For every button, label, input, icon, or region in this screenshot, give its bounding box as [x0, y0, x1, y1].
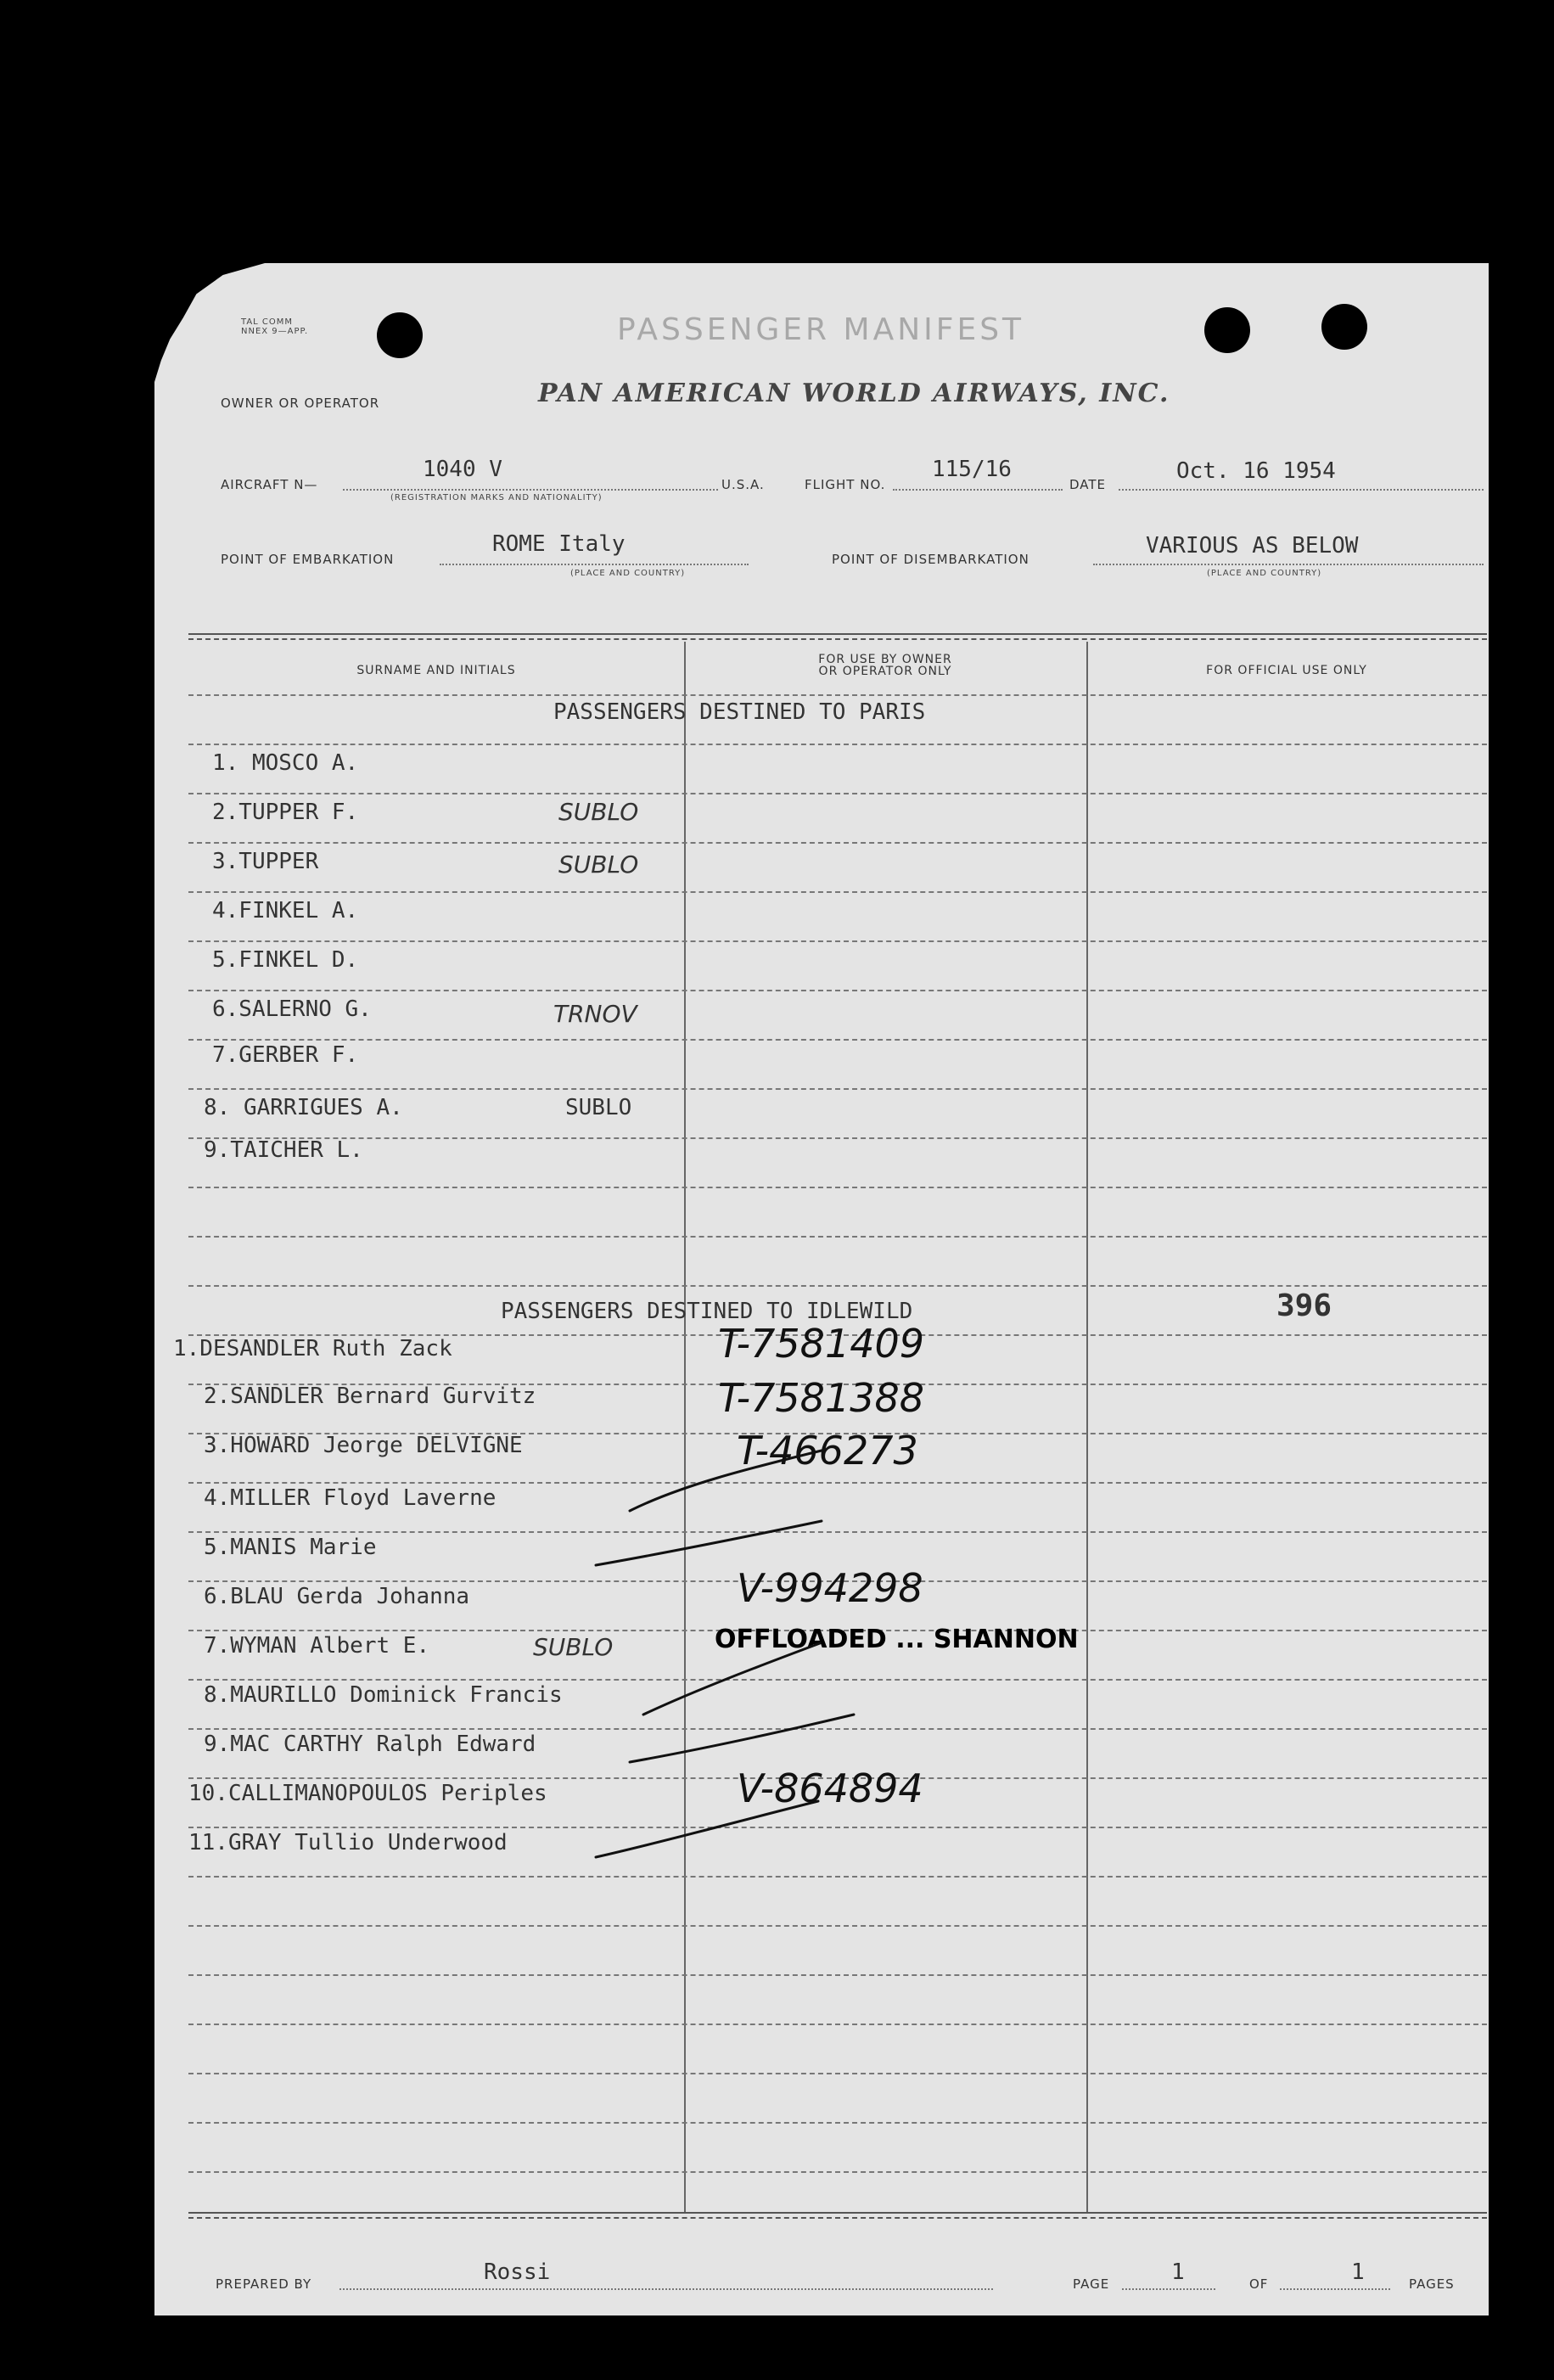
manifest-sheet — [154, 263, 1489, 2315]
form-title: PASSENGER MANIFEST — [617, 312, 1025, 347]
column-header-official: FOR OFFICIAL USE ONLY — [1206, 664, 1367, 677]
prepared-value: Rossi — [484, 2259, 551, 2285]
passenger-name: 3.HOWARD Jeorge DELVIGNE — [204, 1433, 523, 1458]
passenger-ticket: T-7581409 — [718, 1321, 925, 1367]
prepared-field-line — [339, 2288, 993, 2290]
usa-label: U.S.A. — [721, 477, 765, 492]
passenger-note: TRNOV — [553, 1000, 637, 1028]
page-label: PAGE — [1073, 2276, 1110, 2292]
owner-label: OWNER OR OPERATOR — [221, 396, 380, 411]
passenger-note: SUBLO — [565, 1095, 632, 1120]
disembark-value: VARIOUS AS BELOW — [1146, 533, 1359, 559]
passenger-note: SUBLO — [558, 798, 639, 826]
prepared-label: PREPARED BY — [216, 2276, 312, 2292]
passenger-name: 8. GARRIGUES A. — [204, 1095, 403, 1120]
passenger-name: 10.CALLIMANOPOULOS Periples — [188, 1781, 547, 1806]
disembark-caption: (PLACE AND COUNTRY) — [1207, 569, 1322, 578]
registration-caption: (REGISTRATION MARKS AND NATIONALITY) — [390, 493, 603, 502]
passenger-ticket: T-7581388 — [718, 1375, 925, 1421]
pen-stroke — [630, 1715, 854, 1762]
official-number: 396 — [1276, 1288, 1332, 1323]
of-value: 1 — [1351, 2259, 1365, 2285]
passenger-name: 3.TUPPER — [212, 849, 319, 874]
flight-value: 115/16 — [932, 457, 1012, 482]
group-heading-paris: PASSENGERS DESTINED TO PARIS — [553, 699, 926, 725]
pages-label: PAGES — [1409, 2276, 1455, 2292]
passenger-name: 9.TAICHER L. — [204, 1137, 363, 1163]
page-value: 1 — [1171, 2259, 1185, 2285]
passenger-name: 5.MANIS Marie — [204, 1535, 377, 1560]
pen-strokes — [154, 263, 1489, 2315]
offloaded-stamp: OFFLOADED ... SHANNON — [715, 1625, 1079, 1654]
passenger-note: SUBLO — [558, 850, 639, 878]
embark-value: ROME Italy — [492, 531, 626, 557]
passenger-name: 6.BLAU Gerda Johanna — [204, 1584, 470, 1609]
passenger-ticket: T-466273 — [737, 1428, 918, 1473]
column-header-owner: FOR USE BY OWNER OR OPERATOR ONLY — [818, 653, 952, 678]
aircraft-label: AIRCRAFT N— — [221, 477, 318, 492]
date-value: Oct. 16 1954 — [1176, 458, 1336, 484]
pen-stroke — [596, 1801, 818, 1857]
date-label: DATE — [1069, 477, 1107, 492]
pen-stroke — [630, 1450, 825, 1511]
passenger-name: 4.MILLER Floyd Laverne — [204, 1485, 496, 1511]
passenger-name: 6.SALERNO G. — [212, 996, 372, 1022]
flight-label: FLIGHT NO. — [805, 477, 886, 492]
passenger-name: 1.DESANDLER Ruth Zack — [173, 1336, 452, 1361]
embark-caption: (PLACE AND COUNTRY) — [570, 569, 686, 578]
passenger-name: 5.FINKEL D. — [212, 947, 359, 973]
passenger-name: 7.WYMAN Albert E. — [204, 1633, 430, 1659]
passenger-name: 11.GRAY Tullio Underwood — [188, 1830, 508, 1855]
passenger-name: 8.MAURILLO Dominick Francis — [204, 1682, 563, 1708]
disembark-label: POINT OF DISEMBARKATION — [832, 552, 1029, 567]
column-header-name: SURNAME AND INITIALS — [356, 664, 516, 677]
of-field-line — [1280, 2288, 1390, 2290]
page-field-line — [1122, 2288, 1215, 2290]
of-label: OF — [1249, 2276, 1269, 2292]
pen-stroke — [643, 1643, 820, 1715]
aircraft-value: 1040 V — [423, 457, 502, 482]
pen-stroke — [596, 1521, 822, 1565]
passenger-name: 1. MOSCO A. — [212, 750, 359, 776]
group-heading-idlewild: PASSENGERS DESTINED TO IDLEWILD — [501, 1299, 913, 1324]
embark-label: POINT OF EMBARKATION — [221, 552, 395, 567]
passenger-name: 9.MAC CARTHY Ralph Edward — [204, 1732, 536, 1757]
passenger-ticket: V-864894 — [737, 1765, 923, 1811]
passenger-note: SUBLO — [533, 1633, 614, 1661]
company-name: PAN AMERICAN WORLD AIRWAYS, INC. — [538, 379, 1170, 408]
passenger-name: 4.FINKEL A. — [212, 898, 359, 923]
form-corner-text: TAL COMM NNEX 9—APP. — [241, 317, 309, 336]
passenger-name: 7.GERBER F. — [212, 1042, 359, 1068]
passenger-name: 2.TUPPER F. — [212, 800, 359, 825]
passenger-name: 2.SANDLER Bernard Gurvitz — [204, 1384, 536, 1409]
passenger-ticket: V-994298 — [737, 1565, 923, 1611]
